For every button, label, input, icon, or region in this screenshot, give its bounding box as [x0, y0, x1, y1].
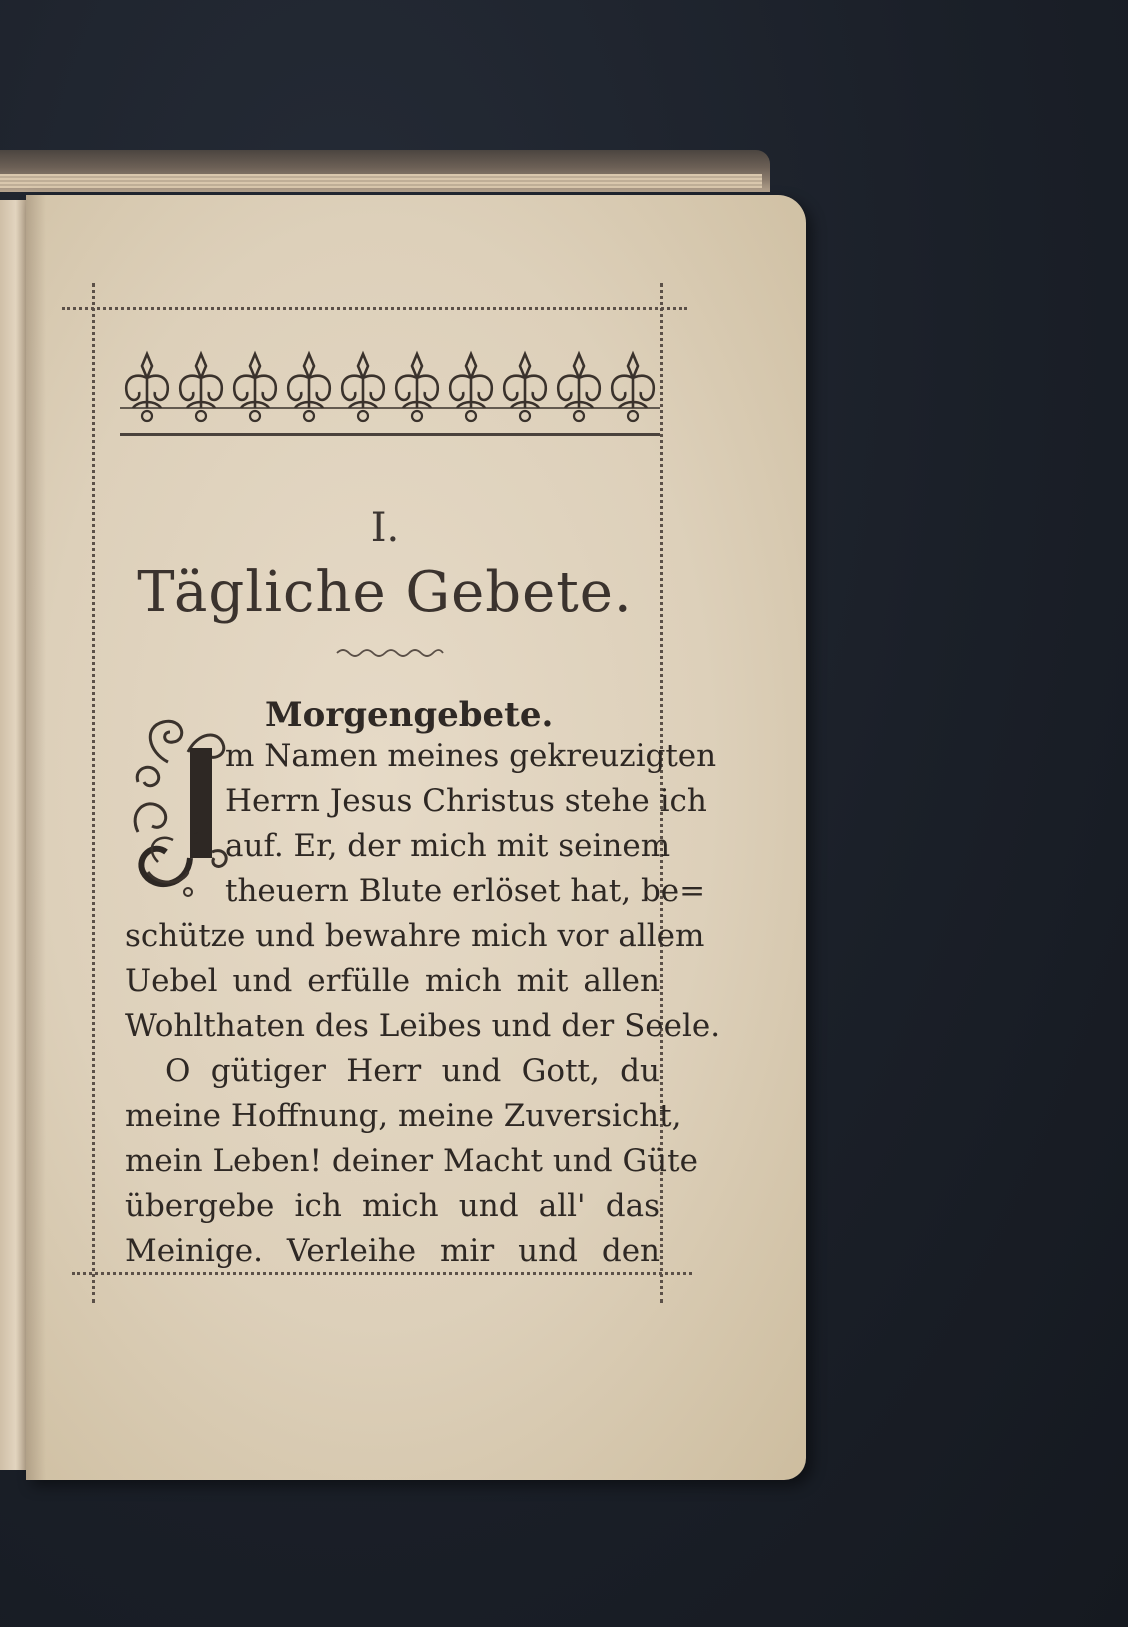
text-line: theuern Blute erlöset hat, be=: [225, 873, 706, 909]
ornament-rule: [120, 433, 660, 436]
section-numeral: I.: [370, 505, 400, 551]
fleuron-icon: [450, 354, 492, 421]
fleuron-icon: [558, 354, 600, 421]
fleuron-icon: [396, 354, 438, 421]
text-line: m Namen meines gekreuzigten: [225, 738, 717, 774]
text-line: übergebe ich mich und all' das: [125, 1188, 660, 1224]
fleuron-icon: [126, 354, 168, 421]
decorated-initial-letter: [128, 712, 240, 902]
fleuron-icon: [288, 354, 330, 421]
text-line: meine Hoffnung, meine Zuversicht,: [125, 1098, 682, 1134]
initial-letter-text: J: [195, 824, 200, 835]
fleuron-icon: [612, 354, 654, 421]
text-line: auf. Er, der mich mit seinem: [225, 828, 671, 864]
text-line: schütze und bewahre mich vor allem: [125, 918, 705, 954]
frame-top-line: [62, 307, 687, 310]
text-line: Uebel und erfülle mich mit allen: [125, 963, 660, 999]
left-page-edge: [0, 200, 26, 1470]
fleuron-ornament-band: [120, 348, 660, 428]
page-title: Tägliche Gebete.: [137, 560, 633, 625]
fleuron-icon: [234, 354, 276, 421]
section-heading: Morgengebete.: [265, 695, 554, 735]
book-spine-top: [0, 150, 770, 192]
text-line: Wohlthaten des Leibes und der Seele.: [125, 1008, 721, 1044]
fleuron-icon: [504, 354, 546, 421]
page-gutter-shadow: [26, 195, 46, 1480]
frame-left-line: [92, 283, 95, 1303]
frame-bottom-line: [72, 1272, 692, 1275]
text-line: Herrn Jesus Christus stehe ich: [225, 783, 707, 819]
fleuron-icon: [342, 354, 384, 421]
text-line: mein Leben! deiner Macht und Güte: [125, 1143, 698, 1179]
decorative-squiggle: [335, 645, 445, 659]
text-line: O gütiger Herr und Gott, du: [165, 1053, 660, 1089]
text-line: Meinige. Verleihe mir und den: [125, 1233, 660, 1269]
fleuron-icon: [180, 354, 222, 421]
